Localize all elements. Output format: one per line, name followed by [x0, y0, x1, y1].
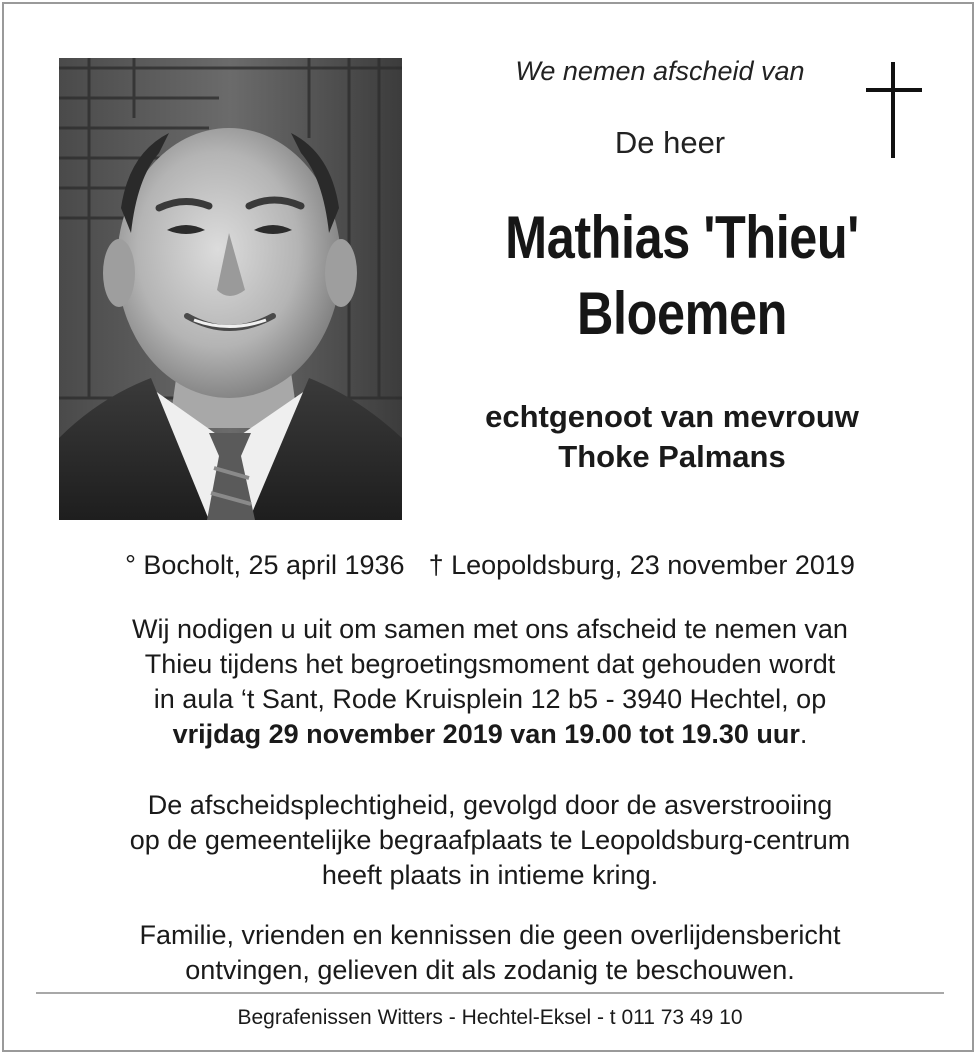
spouse-line-1: echtgenoot van mevrouw [485, 399, 859, 434]
spouse-line-2: Thoke Palmans [558, 439, 786, 474]
portrait-photo [59, 58, 402, 520]
notice-line-2: ontvingen, gelieven dit als zodanig te beschouwen. [185, 955, 795, 985]
salutation: De heer [614, 125, 726, 160]
name-line-2: Bloemen [577, 280, 787, 347]
funeral-home-footer: Begrafenissen Witters - Hechtel-Eksel - t 011 73 49 10 [237, 1006, 743, 1029]
death-date: † Leopoldsburg, 23 november 2019 [428, 550, 855, 580]
ceremony-paragraph [36, 788, 944, 893]
invitation-line-1: Wij nodigen u uit om samen met ons afscheid te nemen van [132, 614, 848, 644]
life-dates [36, 550, 944, 581]
notice-paragraph [36, 918, 944, 988]
footer-divider [36, 992, 944, 994]
ceremony-line-1: De afscheidsplechtigheid, gevolgd door de asverstrooiing [147, 790, 833, 820]
ceremony-line-2: op de gemeentelijke begraafplaats te Leopoldsburg-centrum [129, 825, 851, 855]
invitation-line-4 [36, 717, 944, 752]
ceremony-datetime: vrijdag 29 november 2019 van 19.00 tot 19.30 uur [172, 719, 800, 749]
intro-text: We nemen afscheid van [515, 56, 805, 86]
invitation-paragraph [36, 612, 944, 752]
invitation-line-3: in aula ‘t Sant, Rode Kruisplein 12 b5 - 3940 Hechtel, op [153, 684, 827, 714]
ceremony-line-3: heeft plaats in intieme kring. [321, 860, 659, 890]
name-line-1: Mathias 'Thieu' [505, 204, 859, 271]
notice-line-1: Familie, vrienden en kennissen die geen overlijdensbericht [139, 920, 841, 950]
invitation-line-2: Thieu tijdens het begroetingsmoment dat gehouden wordt [144, 649, 836, 679]
deceased-name [459, 200, 906, 352]
birth-date: ° Bocholt, 25 april 1936 [125, 550, 405, 580]
spouse-info [430, 397, 914, 477]
invitation-line-4-end: . [799, 719, 808, 749]
